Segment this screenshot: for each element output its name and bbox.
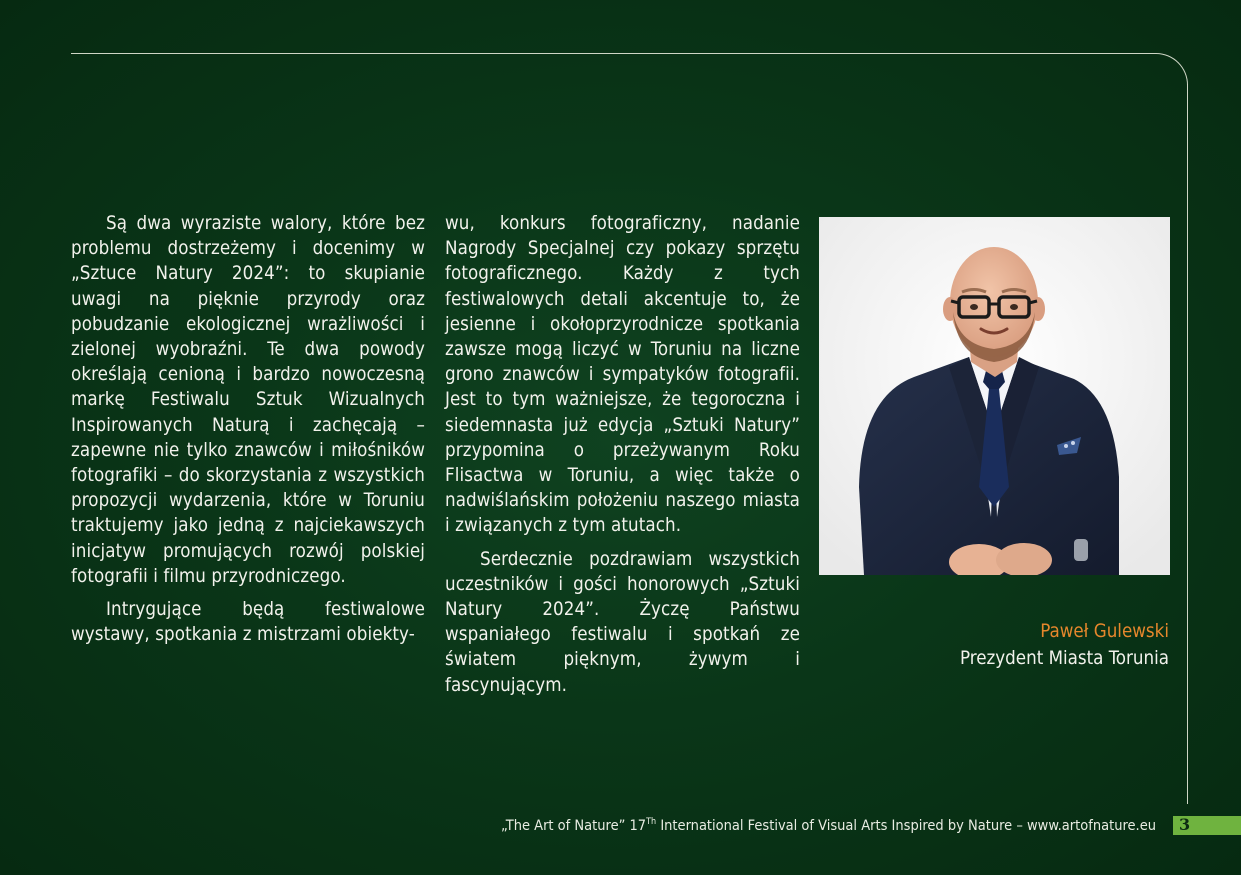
page-number: 3 xyxy=(1179,815,1191,834)
footer-ordinal: Th xyxy=(646,817,657,827)
footer-caption xyxy=(501,817,1156,834)
portrait-photo xyxy=(819,217,1170,575)
paragraph: Intrygujące będą festiwalowe wystawy, spotkania z mistrzami obiekty- xyxy=(71,599,425,646)
page-number-bar xyxy=(1173,816,1241,835)
author-name: Paweł Gulewski xyxy=(1040,621,1169,642)
frame-rounded-corner xyxy=(1156,53,1188,85)
text-column-middle xyxy=(445,211,800,706)
paragraph: Są dwa wyraziste walory, które bez problemu dostrzeżemy i docenimy w „Sztuce Natury 2024”: to skupianie uwagi na pięknie przyrody oraz pobudzanie ekologicznej wrażliwości i zielonej wyobraźni. Te dwa powody określają cenioną i bardzo nowoczesną markę Festiwalu Sztuk Wizualnych Inspirowanych Naturą i zachęcają – zapewne nie tylko znawców i miłośników fotografiki – do skorzystania z wszystkich propozycji wydarzenia, które w Toruniu traktujemy jako jedną z najciekawszych inicjatyw promujących rozwój polskiej fotografii i filmu przyrodniczego. xyxy=(71,213,425,587)
signature-block xyxy=(960,618,1169,672)
paragraph: wu, konkurs fotograficzny, nadanie Nagrody Specjalnej czy pokazy sprzętu fotograficznego. Każdy z tych festiwalowych detali akcentuje to, że jesienne i okołoprzyrodnicze spotkania zawsze mogą liczyć w Toruniu na liczne grono znawców i sympatyków fotografii. Jest to tym ważniejsze, że tegoroczna i siedemnasta już edycja „Sztuki Natury” przypomina o przeżywanym Roku Flisactwa w Toruniu, a więc także o nadwiślańskim położeniu naszego miasta i związanych z tym atutach. xyxy=(445,213,800,537)
footer-text-end: International Festival of Visual Arts Inspired by Nature – www.artofnature.eu xyxy=(656,818,1156,834)
frame-right-line xyxy=(1187,84,1188,804)
text-column-left xyxy=(71,211,425,655)
frame-top-line xyxy=(71,53,1156,54)
portrait-illustration xyxy=(819,217,1170,575)
paragraph: Serdecznie pozdrawiam wszystkich uczestników i gości honorowych „Sztuki Natury 2024”. Życzę Państwu wspaniałego festiwalu i spotkań ze światem pięknym, żywym i fascynującym. xyxy=(445,548,800,696)
author-role: Prezydent Miasta Torunia xyxy=(959,648,1169,669)
footer-text-start: „The Art of Nature” 17 xyxy=(500,818,647,834)
